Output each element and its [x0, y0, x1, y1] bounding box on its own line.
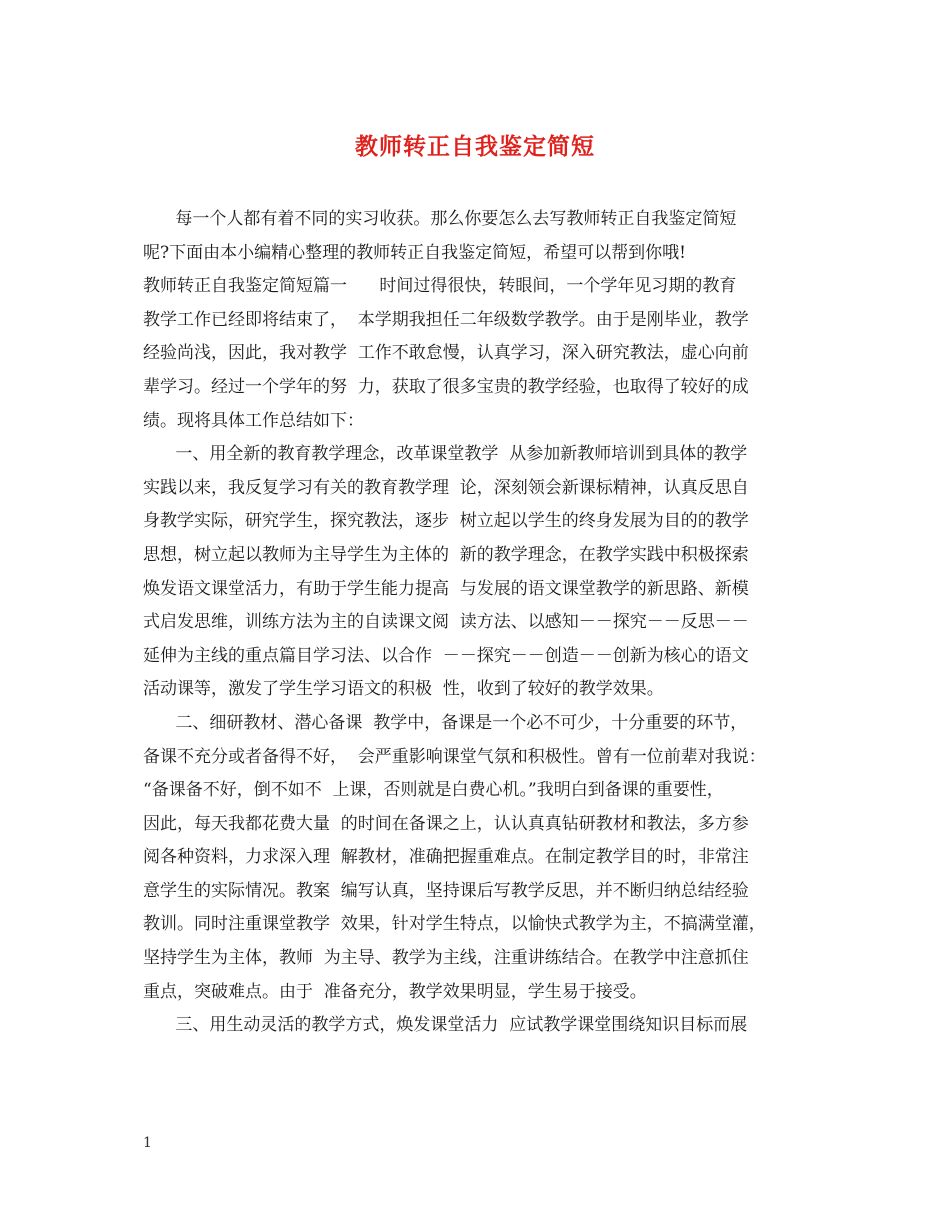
- body-text-line: 教训。同时注重课堂教学 效果，针对学生特点，以愉快式教学为主，不搞满堂灌，: [143, 914, 766, 935]
- body-text-line: 意学生的实际情况。教案 编写认真，坚持课后写教学反思，并不断归纳总结经验: [143, 880, 749, 901]
- body-text-line: 式启发思维，训练方法为主的自读课文阅 读方法、以感知－－探究－－反思－－: [143, 612, 749, 633]
- body-text-line: 焕发语文课堂活力，有助于学生能力提高 与发展的语文课堂教学的新思路、新模: [143, 578, 749, 599]
- page-number: 1: [143, 1135, 152, 1151]
- body-text-line: 每一个人都有着不同的实习收获。那么你要怎么去写教师转正自我鉴定简短: [143, 209, 737, 229]
- body-text-line: 阅各种资料，力求深入理 解教材，准确把握重难点。在制定教学目的时，非常注: [143, 847, 749, 868]
- body-text-line: 因此，每天我都花费大量 的时间在备课之上，认认真真钻研教材和教法，多方参: [143, 813, 749, 834]
- document-body: [143, 203, 823, 1043]
- body-text-line: 三、用生动灵活的教学方式，焕发课堂活力 应试教学课堂围绕知识目标而展: [143, 1015, 748, 1036]
- body-text-line: 二、细研教材、潜心备课 教学中，备课是一个必不可少，十分重要的环节，: [143, 712, 748, 733]
- body-text-line: 一、用全新的教育教学理念，改革课堂教学 从参加新教师培训到具体的教学: [143, 444, 748, 465]
- body-text-line: 思想，树立起以教师为主导学生为主体的 新的教学理念，在教学实践中积极探索: [143, 544, 749, 565]
- body-text-line: 呢?下面由本小编精心整理的教师转正自我鉴定简短，希望可以帮到你哦!: [143, 242, 686, 263]
- body-text-line: 经验尚浅，因此，我对教学 工作不敢怠慢，认真学习，深入研究教法，虚心向前: [143, 343, 749, 364]
- body-text-line: 活动课等，激发了学生学习语文的积极 性，收到了较好的教学效果。: [143, 679, 664, 700]
- document-title: 教师转正自我鉴定简短: [355, 133, 595, 160]
- body-text-line: 身教学实际，研究学生，探究教法，逐步 树立起以学生的终身发展为目的的教学: [143, 511, 749, 532]
- body-text-line: 绩。现将具体工作总结如下：: [143, 410, 364, 431]
- body-text-line: 备课不充分或者备得不好， 会严重影响课堂气氛和积极性。曾有一位前辈对我说：: [143, 746, 766, 767]
- body-text-line: 延伸为主线的重点篇目学习法、以合作 －－探究－－创造－－创新为核心的语文: [143, 645, 749, 666]
- body-text-line: 辈学习。经过一个学年的努 力，获取了很多宝贵的教学经验，也取得了较好的成: [143, 376, 749, 397]
- body-text-line: 实践以来，我反复学习有关的教育教学理 论，深刻领会新课标精神，认真反思自: [143, 477, 749, 498]
- body-text-line: 坚持学生为主体，教师 为主导、教学为主线，注重讲练结合。在教学中注意抓住: [143, 948, 749, 969]
- body-text-line: 教师转正自我鉴定简短篇一 时间过得很快，转眼间，一个学年见习期的教育: [143, 276, 737, 297]
- body-text-line: 教学工作已经即将结束了， 本学期我担任二年级数学教学。由于是刚毕业，教学: [143, 309, 749, 330]
- body-text-line: “备课备不好，倒不如不 上课，否则就是白费心机。”我明白到备课的重要性，: [143, 780, 724, 801]
- body-text-line: 重点，突破难点。由于 准备充分，教学效果明显，学生易于接受。: [143, 981, 647, 1002]
